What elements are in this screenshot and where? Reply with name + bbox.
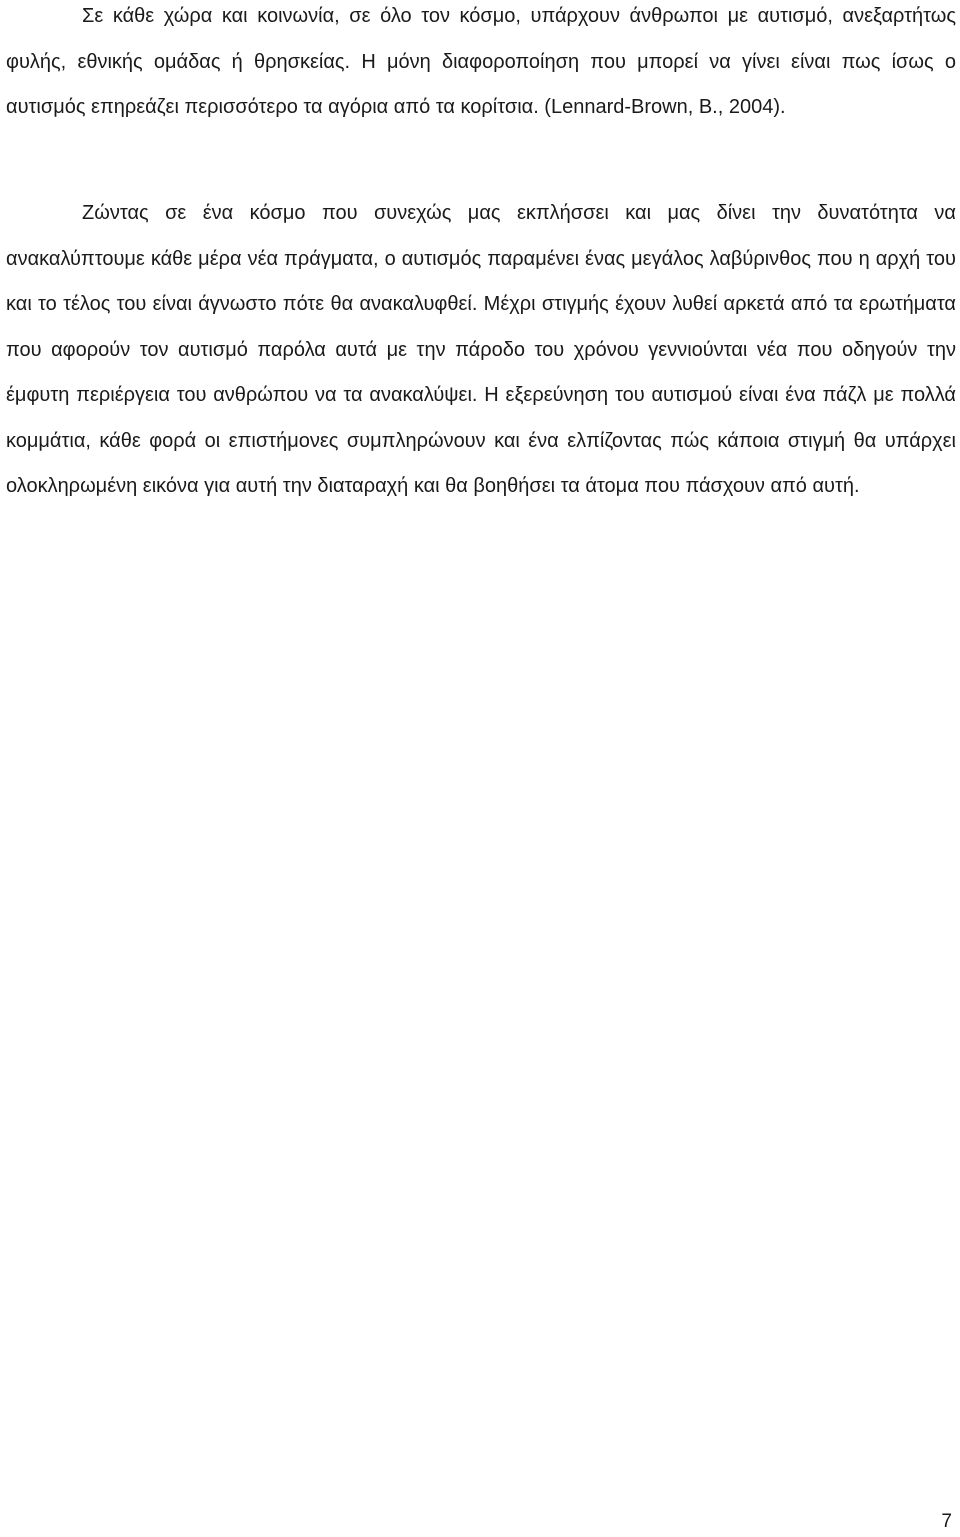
page-number: 7 <box>941 1511 952 1532</box>
paragraph-autism-prevalence: Σε κάθε χώρα και κοινωνία, σε όλο τον κόσμο, υπάρχουν άνθρωποι με αυτισμό, ανεξαρτήτως φυλής, εθνικής ομάδας ή θρησκείας. Η μόνη διαφοροποίηση που μπορεί να γίνει είναι πως ίσως ο αυτισμός επηρεάζει περισσότερο τα αγόρια από τα κορίτσια. (Lennard-Brown, B., 2004). <box>6 5 956 118</box>
paragraph-autism-labyrinth: Ζώντας σε ένα κόσμο που συνεχώς μας εκπλήσσει και μας δίνει την δυνατότητα να ανακαλύπτουμε κάθε μέρα νέα πράγματα, ο αυτισμός παραμένει ένας μεγάλος λαβύρινθος που η αρχή του και το τέλος του είναι άγνωστο πότε θα ανακαλυφθεί. Μέχρι στιγμής έχουν λυθεί αρκετά από τα ερωτήματα που αφορούν τον αυτισμό παρόλα αυτά με την πάροδο του χρόνου γεννιούνται νέα που οδηγούν την έμφυτη περιέργεια του ανθρώπου να τα ανακαλύψει. Η εξερεύνηση του αυτισμού είναι ένα πάζλ με πολλά κομμάτια, κάθε φορά οι επιστήμονες συμπληρώνουν και ένα ελπίζοντας πώς κάποια στιγμή θα υπάρχει ολοκληρωμένη εικόνα για αυτή την διαταραχή και θα βοηθήσει τα άτομα που πάσχουν από αυτή. <box>6 202 956 497</box>
